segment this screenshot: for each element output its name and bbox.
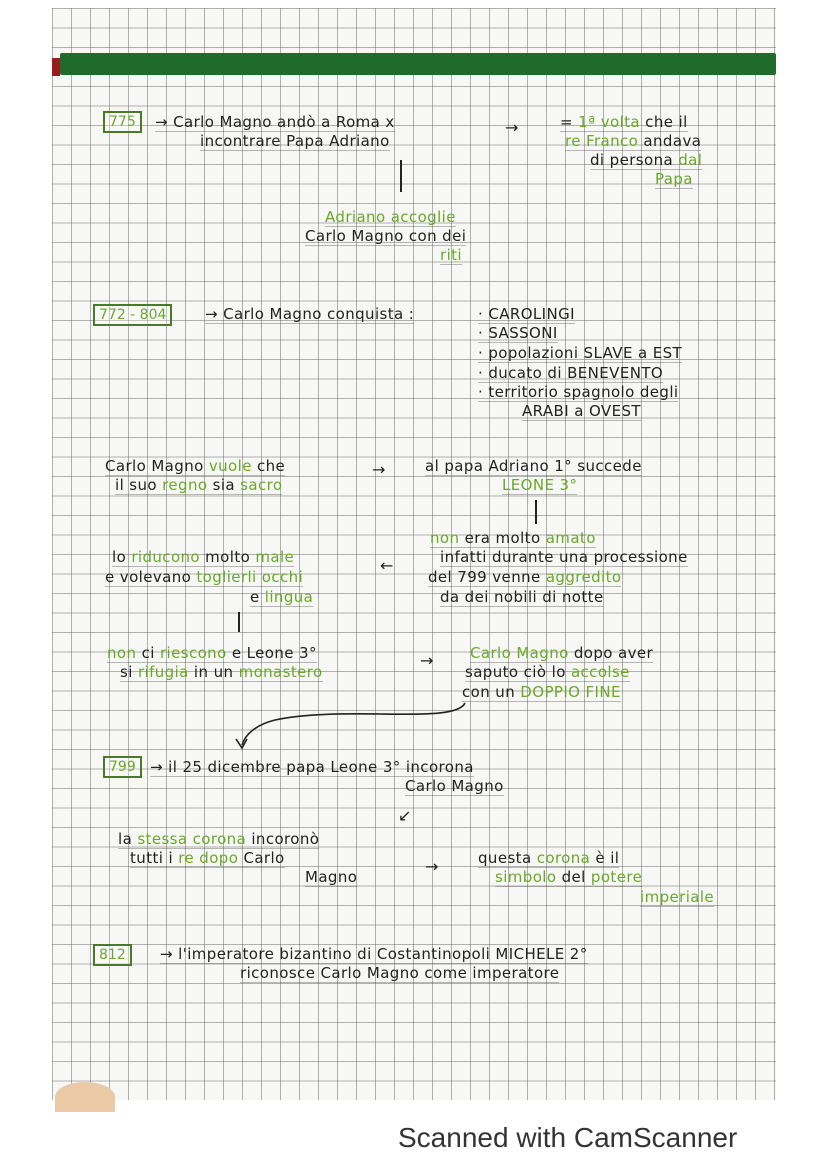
note-line <box>502 476 577 494</box>
note-text: → Carlo Magno conquista : <box>205 305 415 323</box>
highlighted-text: rifugia <box>137 663 189 681</box>
note-text: Carlo Magno <box>405 777 504 795</box>
note-line <box>205 305 414 323</box>
arrow-down-icon <box>238 612 240 632</box>
note-line <box>590 151 702 169</box>
highlighted-text: male <box>255 548 295 566</box>
note-text: dopo aver <box>568 644 654 662</box>
highlighted-text: stessa corona <box>137 830 247 848</box>
note-text: · ducato di BENEVENTO <box>478 364 664 382</box>
list-item <box>478 305 575 323</box>
page-edge-mark <box>52 58 60 76</box>
arrow-right-icon: → <box>420 651 434 670</box>
note-line <box>465 663 630 681</box>
highlighted-text: Adriano accoglie <box>325 208 456 226</box>
note-text: del 799 venne <box>428 568 546 586</box>
note-line <box>440 588 604 606</box>
arrow-right-icon: → <box>505 118 519 137</box>
highlighted-text: simbolo <box>495 868 557 886</box>
note-line <box>240 964 559 982</box>
highlighted-text: aggredito <box>545 568 622 586</box>
note-line <box>470 644 653 662</box>
date-box-772-804: 772 - 804 <box>93 304 172 326</box>
arrow-right-icon: → <box>425 857 439 876</box>
list-item <box>522 402 641 420</box>
arrow-right-icon: → <box>372 460 386 479</box>
note-text: molto <box>200 548 256 566</box>
note-text: ci <box>136 644 160 662</box>
curved-arrow-icon <box>225 695 475 755</box>
highlighted-text: monastero <box>238 663 323 681</box>
note-line <box>115 476 282 494</box>
scanner-finger <box>55 1082 115 1112</box>
highlighted-text: riducono <box>131 548 200 566</box>
note-text: Carlo <box>238 849 285 867</box>
highlighted-text: sacro <box>240 476 283 494</box>
date-box-775: 775 <box>103 111 142 133</box>
note-line <box>112 548 294 566</box>
highlighted-text: riescono <box>159 644 227 662</box>
note-text: e Leone 3° <box>226 644 317 662</box>
note-text: · territorio spagnolo degli <box>478 383 679 401</box>
arrow-left-icon: ← <box>380 556 394 575</box>
list-item <box>478 383 678 401</box>
note-text: incontrare Papa Adriano <box>200 132 390 150</box>
note-line <box>565 132 701 150</box>
note-text: il suo <box>115 476 163 494</box>
note-text: lo <box>112 548 132 566</box>
note-line <box>440 548 688 566</box>
note-text: che il <box>640 113 688 131</box>
note-text: e volevano <box>105 568 197 586</box>
arrow-diagonal-icon: ↙ <box>398 806 412 825</box>
note-line <box>118 830 319 848</box>
note-text: = <box>560 113 579 131</box>
note-text: di persona <box>590 151 679 169</box>
note-line <box>325 208 456 226</box>
highlighted-text: re Franco <box>565 132 639 150</box>
note-text: tutti i <box>130 849 179 867</box>
highlighted-text: regno <box>162 476 208 494</box>
note-line <box>640 888 714 906</box>
scanner-watermark: Scanned with CamScanner <box>398 1122 738 1153</box>
highlighted-text: 1ª volta <box>578 113 641 131</box>
highlighted-text: toglierli occhi <box>196 568 304 586</box>
note-text: con un <box>462 683 521 701</box>
note-text: si <box>120 663 138 681</box>
note-line <box>305 868 357 886</box>
note-text: ARABI a OVEST <box>522 402 641 420</box>
note-line <box>200 132 390 150</box>
highlighted-text: dal <box>678 151 703 169</box>
note-line <box>462 683 621 701</box>
note-line <box>478 849 619 867</box>
highlighted-text: non <box>107 644 137 662</box>
note-text: saputo ciò lo <box>465 663 571 681</box>
note-text: → Carlo Magno andò a Roma x <box>155 113 395 131</box>
note-text: Carlo Magno <box>105 457 209 475</box>
highlighted-text: lingua <box>264 588 314 606</box>
note-text: andava <box>638 132 702 150</box>
note-text: Magno <box>305 868 358 886</box>
note-text: sia <box>207 476 241 494</box>
note-line <box>250 588 313 606</box>
highlighted-text: Papa <box>655 170 693 188</box>
note-text: · SASSONI <box>478 324 558 342</box>
note-text: → l'imperatore bizantino di Costantinopoli MICHELE 2° <box>160 945 588 963</box>
green-header-band <box>60 53 776 75</box>
highlighted-text: amato <box>545 529 596 547</box>
arrow-down-icon <box>400 160 402 192</box>
note-text: del <box>556 868 591 886</box>
note-text: riconosce Carlo Magno come imperatore <box>240 964 560 982</box>
note-text: e <box>250 588 265 606</box>
highlighted-text: vuole <box>208 457 252 475</box>
note-line <box>105 568 303 586</box>
note-text: da dei nobili di notte <box>440 588 604 606</box>
note-text: è il <box>590 849 620 867</box>
note-text: al papa Adriano 1° succede <box>425 457 642 475</box>
note-text: che <box>251 457 286 475</box>
arrow-down-icon <box>535 500 537 524</box>
highlighted-text: accolse <box>570 663 630 681</box>
highlighted-text: Carlo Magno <box>470 644 569 662</box>
note-line <box>495 868 642 886</box>
note-text: in un <box>188 663 239 681</box>
highlighted-text: potere <box>590 868 643 886</box>
note-text: · popolazioni SLAVE a EST <box>478 344 683 362</box>
highlighted-text: riti <box>440 246 462 264</box>
note-text: era molto <box>459 529 546 547</box>
highlighted-text: re dopo <box>178 849 239 867</box>
highlighted-text: DOPPIO FINE <box>520 683 621 701</box>
note-line <box>130 849 285 867</box>
note-line <box>150 758 474 776</box>
note-text: la <box>118 830 138 848</box>
note-line <box>405 777 504 795</box>
note-line <box>120 663 323 681</box>
note-line <box>305 227 466 245</box>
highlighted-text: imperiale <box>640 888 715 906</box>
note-line <box>440 246 462 264</box>
note-line <box>425 457 642 475</box>
note-line <box>655 170 693 188</box>
note-text: incoronò <box>246 830 320 848</box>
note-line <box>428 568 621 586</box>
note-line <box>155 113 395 131</box>
list-item <box>478 324 558 342</box>
note-line <box>430 529 596 547</box>
date-box-812: 812 <box>93 944 132 966</box>
highlighted-text: corona <box>536 849 591 867</box>
highlighted-text: non <box>430 529 460 547</box>
note-text: questa <box>478 849 537 867</box>
note-text: → il 25 dicembre papa Leone 3° incorona <box>150 758 474 776</box>
list-item <box>478 344 682 362</box>
highlighted-text: LEONE 3° <box>502 476 578 494</box>
note-line <box>560 113 688 131</box>
note-line <box>105 457 285 475</box>
date-box-799: 799 <box>103 756 142 778</box>
note-text: Carlo Magno con dei <box>305 227 467 245</box>
list-item <box>478 364 663 382</box>
note-text: · CAROLINGI <box>478 305 575 323</box>
note-line <box>160 945 588 963</box>
note-line <box>107 644 317 662</box>
note-text: infatti durante una processione <box>440 548 688 566</box>
